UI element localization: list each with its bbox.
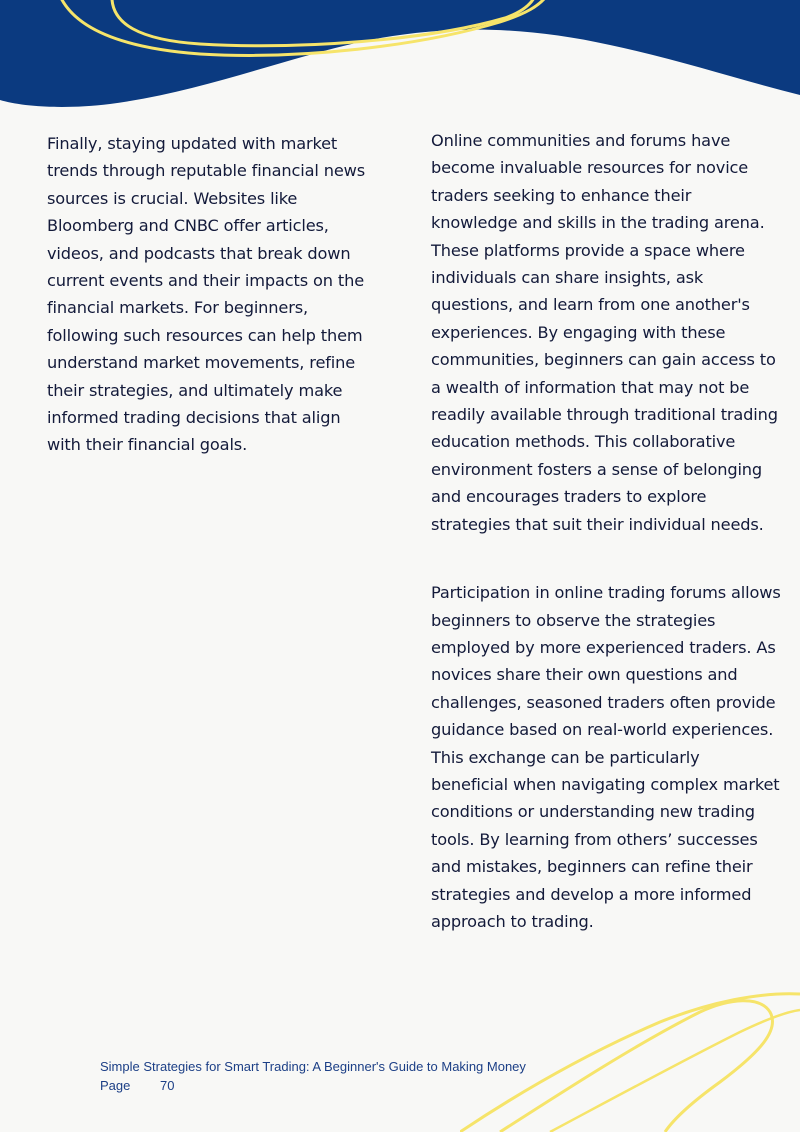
right-paragraph-1: Online communities and forums have become invaluable resources for novice traders seeking to enhance their knowledge and skills in the trading arena. These platforms provide a space where individuals can share insights, ask questions, and learn from one another's experiences. By engaging with these communities, beginners can gain access to a wealth of information that may not be readily available through traditional trading education methods. This collaborative environment fosters a sense of belonging and encourages traders to explore strategies that suit their individual needs. <box>431 131 778 534</box>
left-column <box>47 130 377 459</box>
footer-page-label: Page <box>100 1078 131 1093</box>
right-paragraph-2: Participation in online trading forums allows beginners to observe the strategies employed by more experienced traders. As novices share their own questions and challenges, seasoned traders often provide guidance based on real-world experiences. This exchange can be particularly beneficial when navigating complex market conditions or understanding new trading tools. By learning from others’ successes and mistakes, beginners can refine their strategies and develop a more informed approach to trading. <box>431 583 781 931</box>
footer-yellow-line-2 <box>500 1001 773 1132</box>
footer-book-title: Simple Strategies for Smart Trading: A Beginner's Guide to Making Money <box>100 1059 526 1074</box>
right-column <box>431 127 781 935</box>
footer-yellow-line-1 <box>460 994 800 1132</box>
header-wave-decoration <box>0 0 800 120</box>
left-paragraph-1: Finally, staying updated with market trends through reputable financial news sources is crucial. Websites like Bloomberg and CNBC offer articles, videos, and podcasts that break down current events and their impacts on the financial markets. For beginners, following such resources can help them understand market movements, refine their strategies, and ultimately make informed trading decisions that align with their financial goals. <box>47 134 366 455</box>
footer-page-number: 70 <box>160 1078 175 1093</box>
footer-yellow-line-3 <box>550 1010 800 1132</box>
footer-wave-decoration <box>460 982 800 1132</box>
header-blue-wave <box>0 0 800 107</box>
